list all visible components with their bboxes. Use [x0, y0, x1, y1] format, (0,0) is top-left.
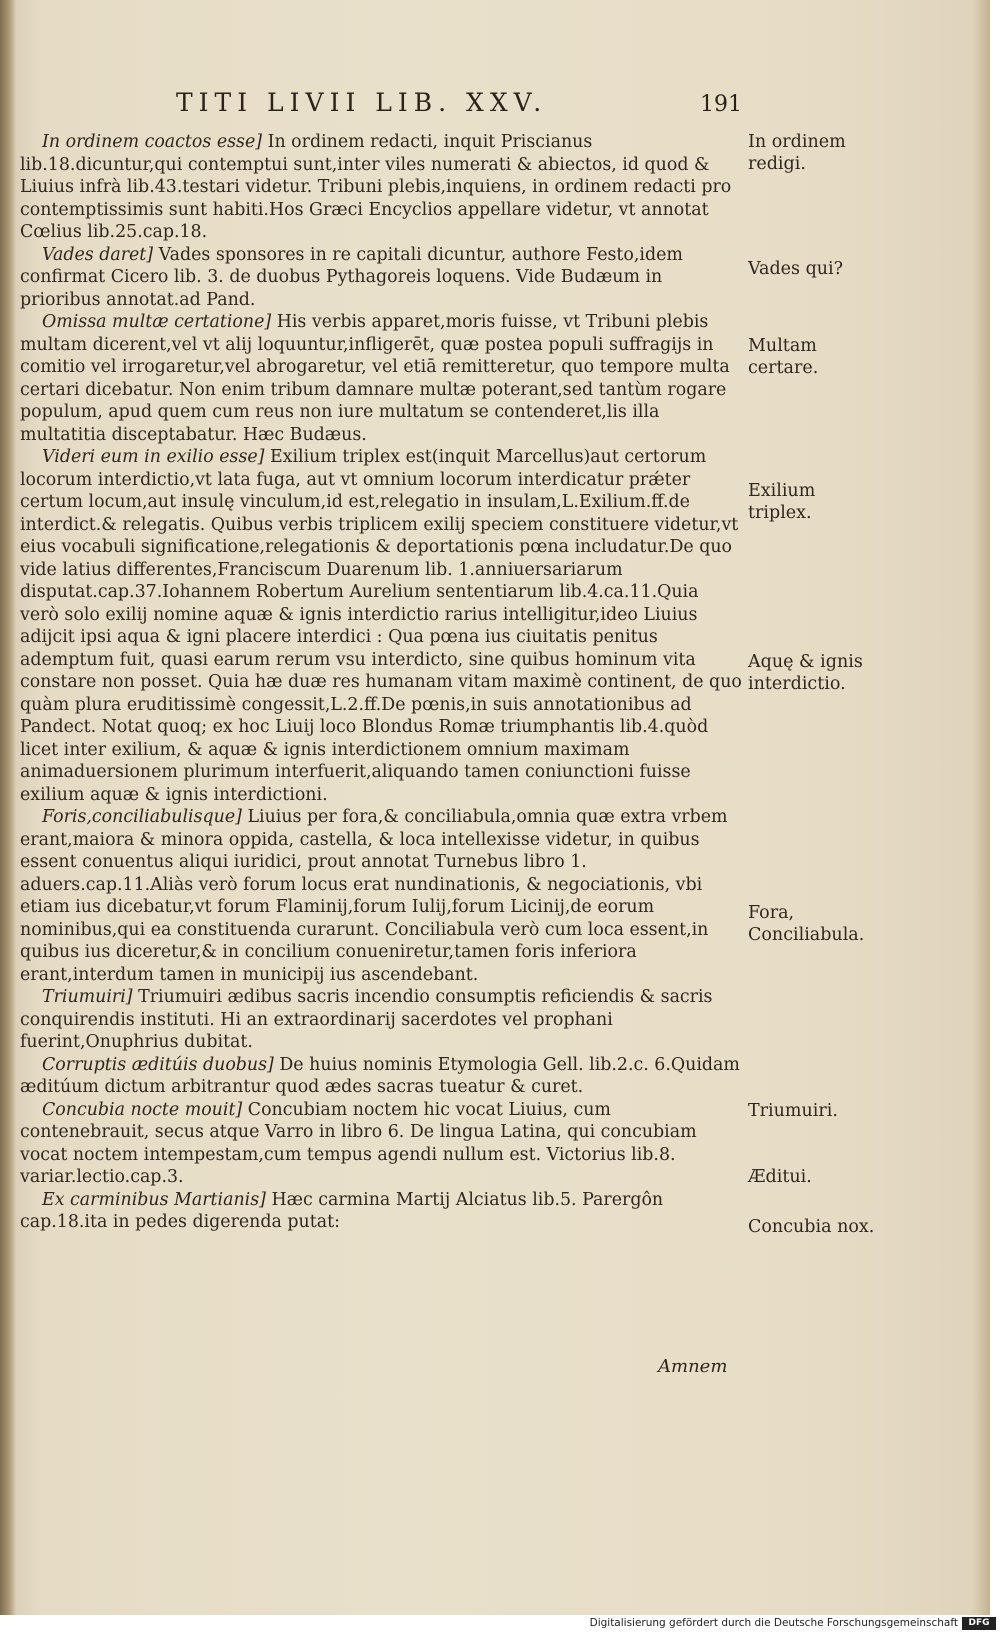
comment: In ordinem redacti, inquit Priscianus lib.18.dicuntur,qui contemptui sunt,inter viles numerati & abiectos, id quod & Liuius infrà lib.43.testari videtur. Tribuni plebis,inquiens, in ordinem redacti pro contemptissimis sunt habiti.Hos Græci Encyclios appellare videtur, vt annotat Cœlius lib.25.cap.18.	[20, 132, 732, 242]
comment: Vades sponsores in re capitali dicuntur, authore Festo,idem confirmat Cicero lib. 3. de duobus Pythagoreis loquens. Vide Budæum in prioribus annotat.ad Pand.	[20, 244, 683, 310]
comment: Hæc carmina Martij Alciatus lib.5. Parergôn cap.18.ita in pedes digerenda putat:	[20, 1189, 664, 1232]
funding-credit: Digitalisierung gefördert durch die Deutsche Forschungsgemeinschaft	[589, 1617, 958, 1629]
margin-note-triumuiri: Triumuiri.	[748, 1101, 838, 1121]
lemma: Foris,conciliabulisque]	[42, 807, 242, 827]
paragraph-exilium	[20, 446, 742, 806]
paragraph-fora	[20, 806, 742, 986]
dfg-logo: DFG	[962, 1617, 996, 1630]
lemma: In ordinem coactos esse]	[42, 132, 263, 152]
paragraph-vades	[20, 244, 742, 312]
lemma: Corruptis æditúis duobus]	[42, 1054, 274, 1075]
lemma: Concubia nocte mouit]	[42, 1099, 243, 1120]
lemma: Triumuiri]	[42, 987, 133, 1007]
margin-note-aeditui: Æditui.	[748, 1167, 812, 1187]
margin-note-ordinem: In ordinem redigi.	[748, 132, 846, 174]
margin-note-concubia: Concubia nox.	[748, 1217, 875, 1237]
commentary-text	[20, 131, 742, 1234]
paragraph-carmina	[20, 1189, 742, 1234]
footer-bar	[0, 1615, 1000, 1633]
paragraph-aeditui	[20, 1054, 742, 1099]
comment: His verbis apparet,moris fuisse, vt Tribuni plebis multam dicerent,vel vt alij loquuntur,infligerēt, quæ postea populi suffragijs in comitio vel irrogaretur,vel abrogaretur, vel etiā remitteretur, quo tempore multa certari dicebatur. Non enim tribum damnare multæ poterant,sed tantùm rogare populum, apud quem cum reus non iure multatum se contenderet,lis illa multatitia disceptabatur. Hæc Budæus.	[20, 312, 730, 445]
comment: Concubiam noctem hic vocat Liuius, cum contenebrauit, secus atque Varro in libro 6. De lingua Latina, qui concubiam vocat noctem intempestam,cum tempus agendi nullum est. Victorius lib.8. variar.lectio.cap.3.	[20, 1099, 697, 1187]
comment: Triumuiri ædibus sacris incendio consumptis reficiendis & sacris conquirendis instituti. Hi an extraordinarij sacerdotes vel prophani fuerint,Onuphrius dubitat.	[20, 987, 713, 1052]
comment: De huius nominis Etymologia Gell. lib.2.c. 6.Quidam æditúum dictum arbitrantur quod ædes sacras tueatur & curet.	[20, 1054, 740, 1097]
catchword: Amnem	[658, 1356, 728, 1377]
comment: Exilium triplex est(inquit Marcellus)aut certorum locorum interdictio,vt lata fuga, aut vt omnium locorum interdicatur prǽter certum locum,aut insulę vinculum,id est,relegatio in insulam,L.Exilium.ff.de interdict.& relegatis. Quibus verbis triplicem exilij speciem constituere videtur,vt eius vocabuli significatione,relegationis & deportationis pœna includatur.De quo vide latius differentes,Franciscum Duarenum lib. 1.anniuersariarum disputat.cap.37.Iohannem Robertum Aurelium sententiarum lib.4.ca.11.Quia verò solo exilij nomine aquæ & ignis interdictio rarius intelligitur,ideo Liuius adijcit ipsi aqua & igni placere interdici : Qua pœna ius ciuitatis penitus ademptum fuit, quasi earum rerum vsu interdicto, sine quibus hominum vita constare non posset. Quia hæ duæ res humanam vitam maximè continent, de quo quàm plura eruditissimè congessit,L.2.ff.De pœnis,in suis annotationibus ad Pandect. Notat quoq; ex hoc Liuij loco Blondus Romæ triumphantis lib.4.quòd licet inter exilium, & aquæ & ignis interdictionem omnium maximam animaduersionem plurimum interfuerit,aliquando tamen coniunctioni fuisse exilium aquæ & ignis interdictioni.	[20, 447, 742, 805]
lemma: Videri eum in exilio esse]	[42, 447, 265, 467]
margin-note-aqua-ignis: Aquę & ignis interdictio.	[748, 652, 863, 694]
page-edge-shadow	[972, 0, 990, 1615]
paragraph-triumuiri	[20, 986, 742, 1054]
paragraph-multa	[20, 311, 742, 446]
lemma: Vades daret]	[42, 244, 154, 265]
margin-note-exilium: Exilium triplex.	[748, 481, 816, 523]
running-head: TITI LIVII LIB. XXV.	[176, 88, 548, 117]
paragraph-concubia	[20, 1099, 742, 1189]
paragraph-ordinem	[20, 131, 742, 244]
margin-note-vades: Vades qui?	[748, 259, 844, 279]
lemma: Omissa multæ certatione]	[42, 312, 272, 332]
lemma: Ex carminibus Martianis]	[42, 1189, 266, 1210]
margin-note-fora: Fora, Conciliabula.	[748, 903, 865, 945]
page-number: 191	[700, 92, 742, 117]
book-spine-shadow	[0, 0, 16, 1615]
comment: Liuius per fora,& conciliabula,omnia quæ extra vrbem erant,maiora & minora oppida, castella, & loca intellexisse videtur, in quibus essent conuentus aliqui iuridici, prout annotat Turnebus libro 1. aduers.cap.11.Aliàs verò forum locus erat nundinationis, & negociationis, vbi etiam ius dicebatur,vt forum Flaminij,forum Iulij,forum Licinij,de eorum nominibus,qui ea constituenda curarunt. Conciliabula verò cum loca essent,in quibus ius diceretur,& in concilium conueniretur,tamen foris inferiora erant,interdum tamen in municipij ius ascendebant.	[20, 807, 728, 985]
margin-note-multam: Multam certare.	[748, 336, 819, 378]
